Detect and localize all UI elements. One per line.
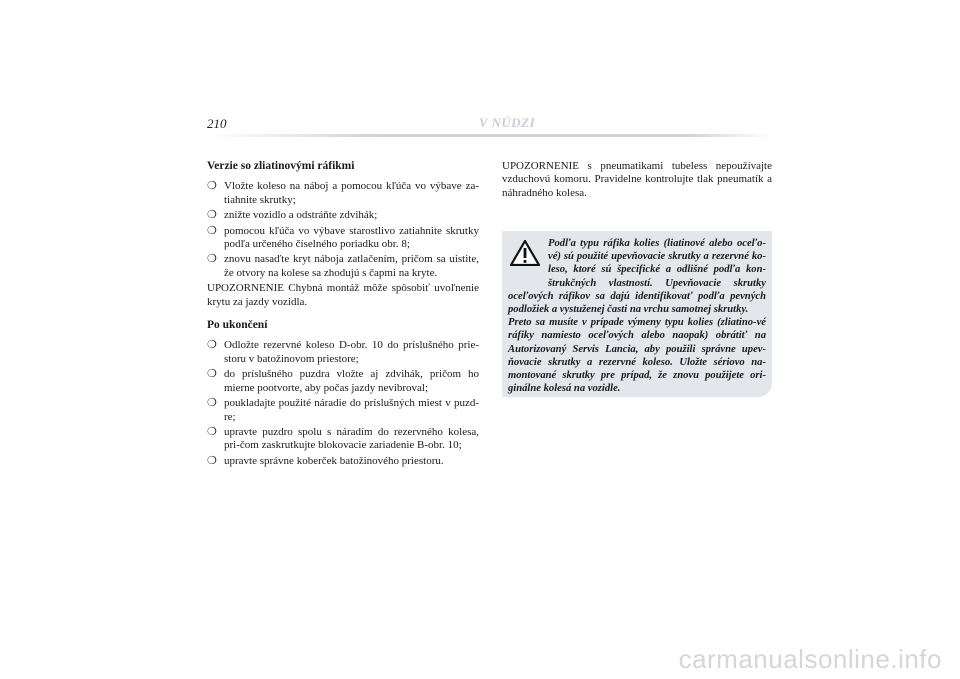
steps-list-2 bbox=[207, 339, 479, 468]
warning-text bbox=[508, 237, 766, 395]
heading-alloy-rims: Verzie so zliatinovými ráfikmi bbox=[207, 160, 355, 172]
section-title: V NÚDZI bbox=[478, 115, 536, 130]
list-item-text: do príslušného puzdra vložte aj zdvihák, pričom ho mierne pootvorte, aby počas jazdy nevibroval; bbox=[224, 368, 479, 394]
bullet-icon: ❍ bbox=[207, 339, 217, 352]
steps-list-1 bbox=[207, 180, 479, 280]
list-item bbox=[207, 339, 479, 366]
warning-box bbox=[502, 231, 772, 397]
bullet-icon: ❍ bbox=[207, 224, 217, 237]
list-item bbox=[207, 426, 479, 453]
right-column bbox=[502, 160, 772, 200]
list-item-text: pomocou kľúča vo výbave starostlivo zatiahnite skrutky podľa určeného číselného poriadku obr. 8; bbox=[224, 224, 479, 251]
left-column bbox=[207, 160, 479, 470]
list-item bbox=[207, 253, 479, 280]
warning-paragraph-1: Podľa typu ráfika kolies (liatinové alebo oceľo-vé) sú použité upevňovacie skrutky a rezervné ko-leso, ktoré sú špecifické a odlišné podľa kon-štrukčných vlastností. Upevňovacie skrutky oceľových ráfikov sa dajú identifikovať podľa pevných podložiek a vystuženej časti na vrchu samotnej skrutky. bbox=[508, 238, 766, 316]
heading-after-finishing: Po ukončení bbox=[207, 319, 268, 332]
list-item bbox=[207, 180, 479, 207]
list-item bbox=[207, 368, 479, 395]
bullet-icon: ❍ bbox=[207, 180, 217, 193]
list-item-text: Odložte rezervné koleso D-obr. 10 do príslušného prie-storu v batožinovom priestore; bbox=[224, 339, 479, 365]
list-item-text: upravte správne koberček batožinového priestoru. bbox=[224, 454, 444, 467]
list-item-text: Vložte koleso na náboj a pomocou kľúča vo výbave za-tiahnite skrutky; bbox=[224, 180, 479, 206]
note-tubeless: UPOZORNENIE s pneumatikami tubeless nepoužívajte vzduchovú komoru. Pravidelne kontrolujte tlak pneumatík a náhradného kolesa. bbox=[502, 160, 772, 199]
bullet-icon: ❍ bbox=[207, 425, 217, 438]
page-header bbox=[207, 112, 773, 134]
list-item bbox=[207, 455, 479, 468]
list-item-text: znovu nasaďte kryt náboja zatlačením, pričom sa uistite, že otvory na kolese sa zhodujú s čapmi na kryte. bbox=[224, 253, 479, 279]
list-item-text: poukladajte použité náradie do príslušných miest v puzd-re; bbox=[224, 397, 479, 423]
warning-paragraph-2: Preto sa musíte v prípade výmeny typu kolies (zliatino-vé ráfiky namiesto oceľových alebo naopak) obrátiť na Autorizovaný Servis Lancia, aby použili správne upev-ňovacie skrutky a rezervné koleso. Uložte sériovo na-montované skrutky pre prípad, že znovu použijete ori-ginálne kolesá na vozidle. bbox=[508, 317, 766, 395]
bullet-icon: ❍ bbox=[207, 454, 217, 467]
note-warning: UPOZORNENIE Chybná montáž môže spôsobiť uvoľnenie krytu za jazdy vozidla. bbox=[207, 282, 479, 308]
bullet-icon: ❍ bbox=[207, 253, 217, 266]
list-item bbox=[207, 397, 479, 424]
watermark: carmanualsonline.info bbox=[678, 644, 942, 674]
header-rule bbox=[207, 134, 773, 137]
bullet-icon: ❍ bbox=[207, 368, 217, 381]
list-item-text: upravte puzdro spolu s náradím do rezervného kolesa, pri-čom zaskrutkujte blokovacie zariadenie B-obr. 10; bbox=[224, 425, 479, 452]
list-item bbox=[207, 209, 479, 222]
icon-spacer bbox=[508, 237, 548, 277]
page-number: 210 bbox=[207, 116, 227, 131]
bullet-icon: ❍ bbox=[207, 397, 217, 410]
bullet-icon: ❍ bbox=[207, 209, 217, 222]
list-item-text: znížte vozidlo a odstráňte zdvihák; bbox=[224, 209, 378, 222]
list-item bbox=[207, 225, 479, 252]
